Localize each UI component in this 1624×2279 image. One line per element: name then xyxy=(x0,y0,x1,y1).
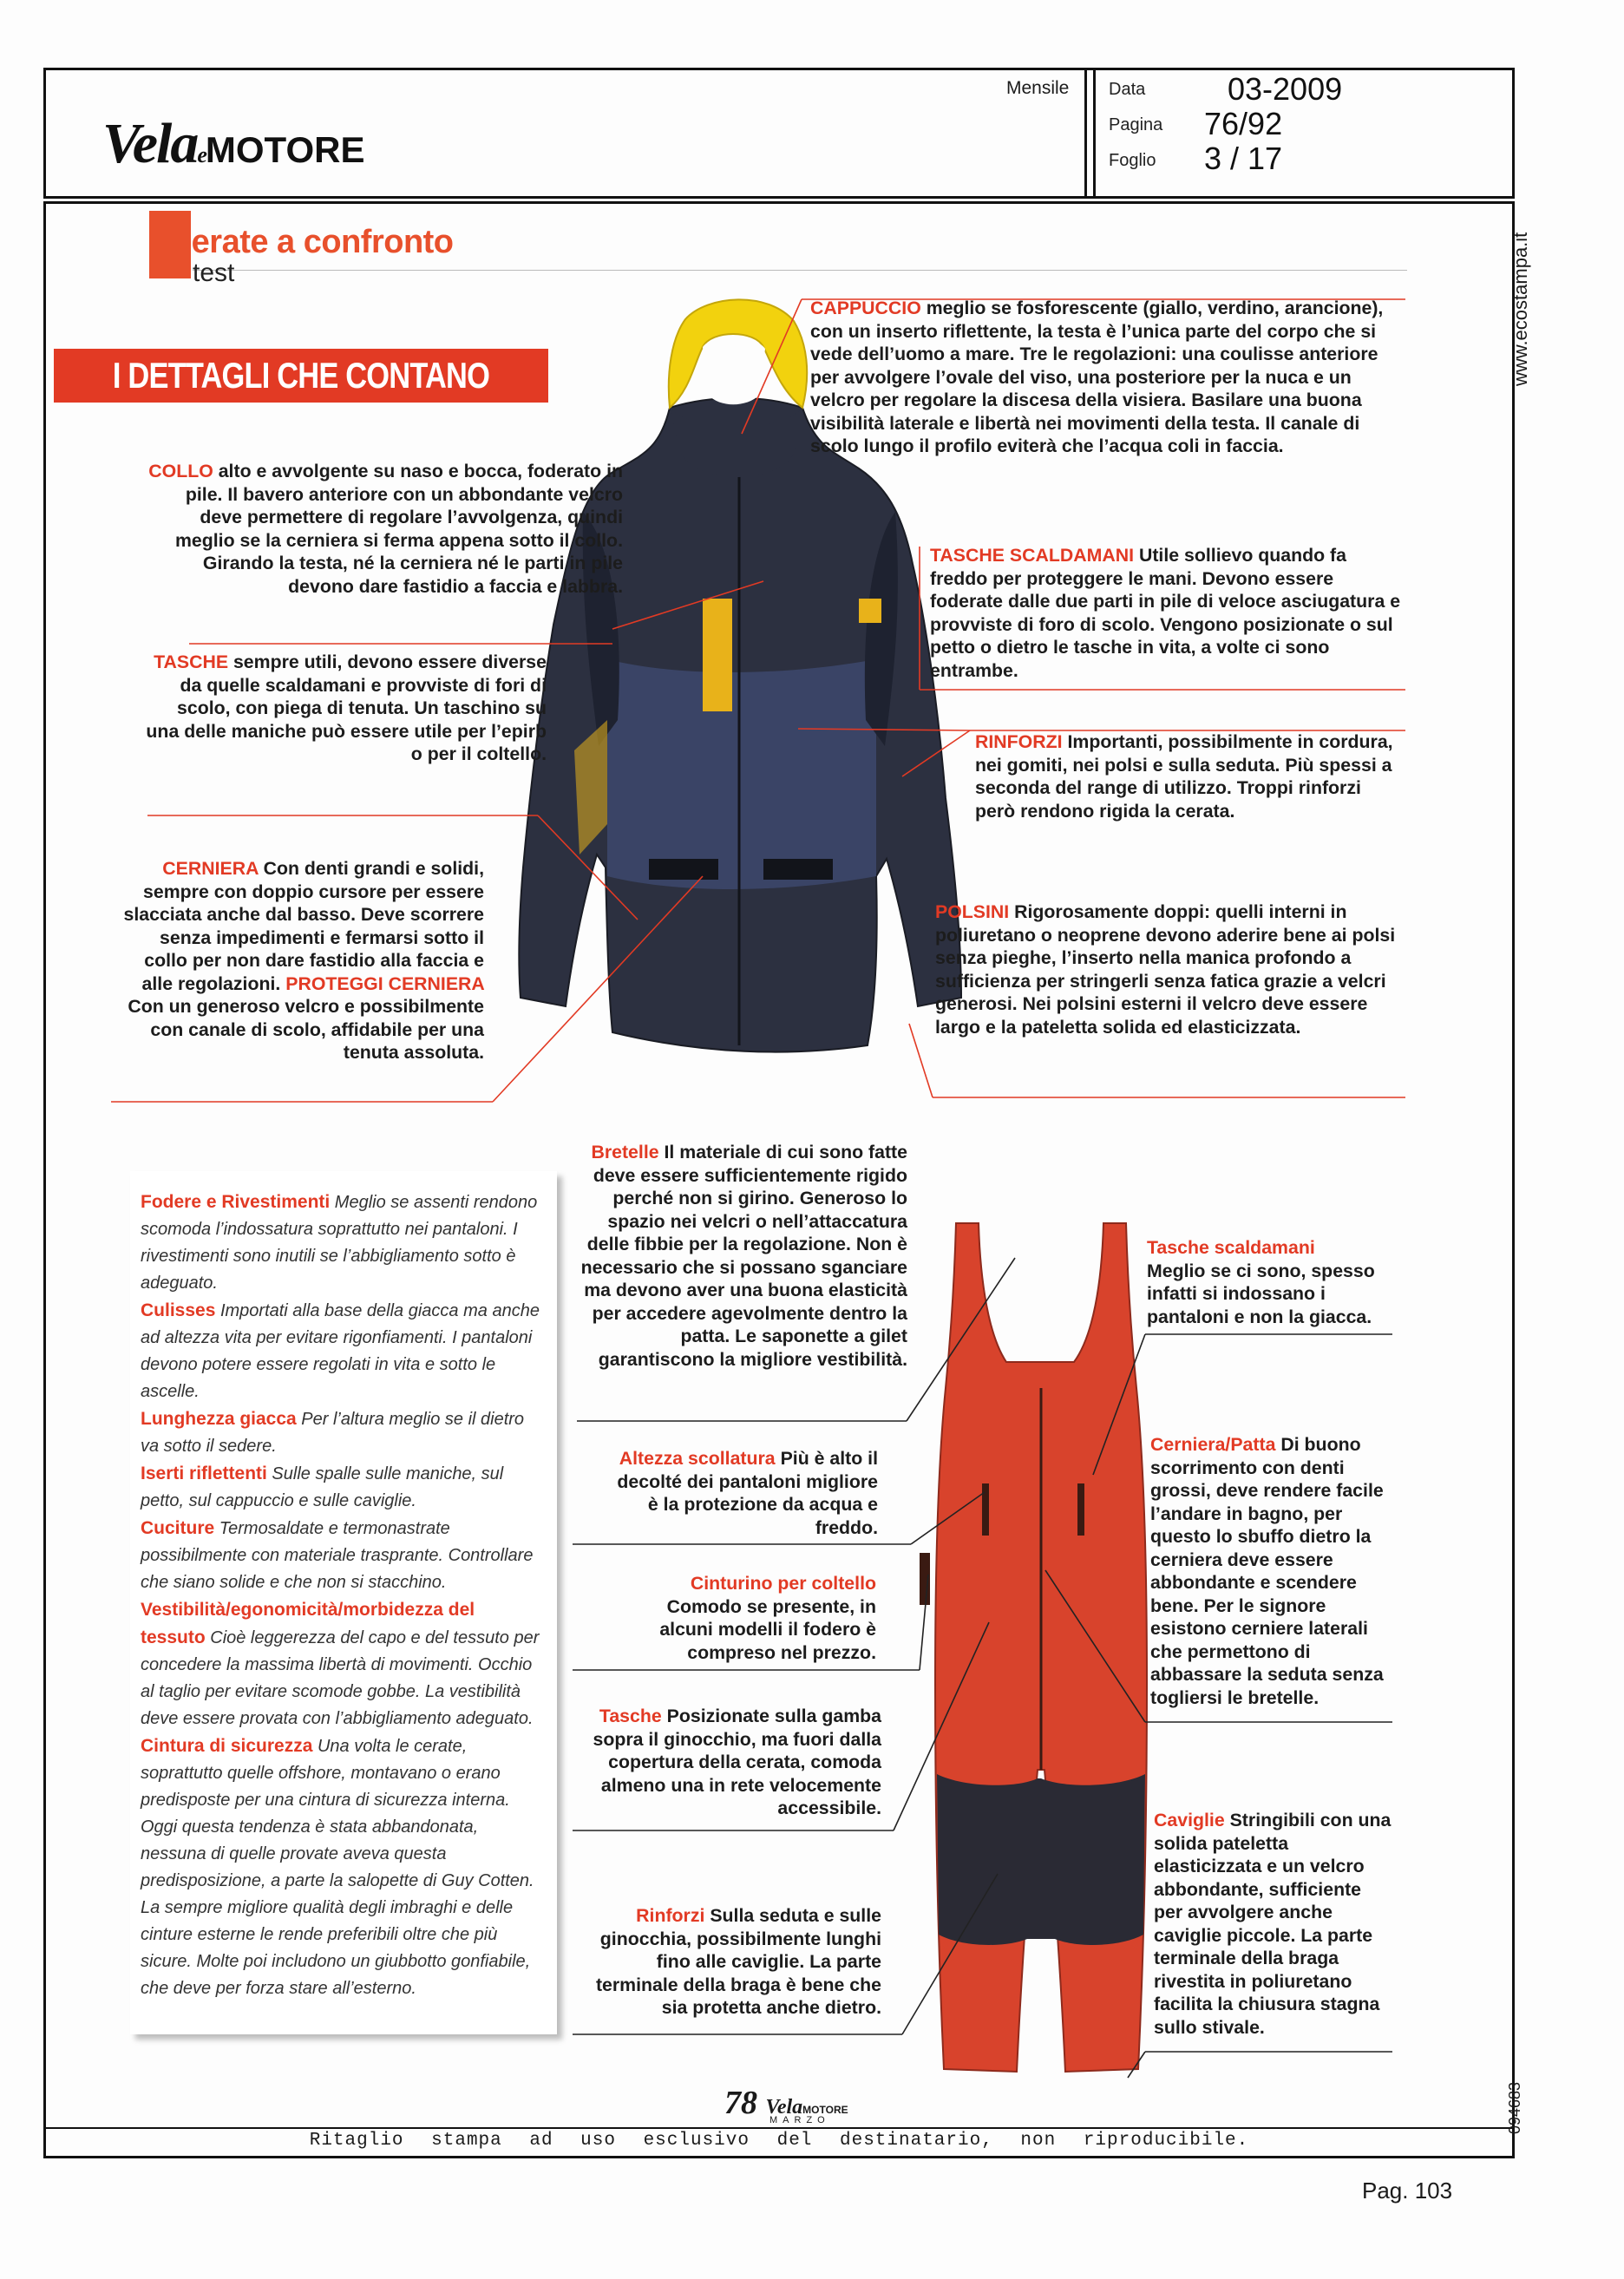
caviglie-note: Caviglie Stringibili con una solida pateletta elasticizzata e un velcro abbondante, sufficiente per avvolgere anche caviglie piccole. La parte terminale della braga rivestita in poliuretano facilita la chiusura stagna sullo stivale. xyxy=(1154,1810,1392,2038)
cinturino-note: Cinturino per coltello Comodo se presente, in alcuni modelli il fodero è compreso nel prezzo. xyxy=(659,1573,876,1663)
tasche-note: TASCHE sempre utili, devono essere diverse da quelle scaldamani e provviste di fori di scolo, con piega di tenuta. Un taschino su una delle maniche può essere utile per l’epirb o per il coltello. xyxy=(146,652,547,764)
meta-value-date: 03-2009 xyxy=(1228,71,1343,107)
section-subtitle: test xyxy=(193,259,235,287)
page-number: Pag. 103 xyxy=(1362,2177,1453,2204)
rinforzi-note: RINFORZI Importanti, possibilmente in cordura, nei gomiti, nei polsi e sulla seduta. Più spessi a seconda del range di utilizzo. Troppi rinforzi però rendono rigida la cerata. xyxy=(975,731,1393,822)
cerniera-note: CERNIERA Con denti grandi e solidi, sempre con doppio cursore per essere slacciata anche dal basso. Deve scorrere senza impedimenti e fermarsi sotto il collo per non dare fastidio alla faccia e alle regolazioni. PROTEGGI CERNIERA Con un generoso velcro e possibilmente con canale di scolo, affidabile per una tenuta assoluta. xyxy=(123,858,484,1063)
publication-logo: VelaeMOTORE xyxy=(102,112,365,175)
footer-page-logo: 78 VelaMOTORE MARZO xyxy=(724,2085,848,2125)
ecostampa-watermark: www.ecostampa.it xyxy=(1509,232,1531,386)
article-banner: I DETTAGLI CHE CONTANO xyxy=(54,349,548,403)
clip-note: Ritaglio stampa ad uso esclusivo del destinatario, non riproducibile. xyxy=(309,2131,1249,2151)
meta-label-page: Pagina xyxy=(1109,115,1163,134)
frequency-label: Mensile xyxy=(1006,78,1070,98)
rinforzi-trousers-note: Rinforzi Sulla seduta e sulle ginocchia, possibilmente lunghi fino alle caviglie. La parte terminale della braga è bene che sia protetta anche dietro. xyxy=(595,1905,881,2018)
meta-value-page: 76/92 xyxy=(1204,106,1283,141)
bretelle-note: Bretelle Il materiale di cui sono fatte deve essere sufficientemente rigido perché non si girino. Generoso lo spazio nei velcri o nell’attaccatura delle fibbie per la regolazione. Non è necessario che si possano sganciare ma devono aver una buona elasticità per accedere agevolmente dentro la patta. Le saponette a gilet garantiscono la migliore vestibilità. xyxy=(580,1142,907,1370)
cappuccio-note: CAPPUCCIO meglio se fosforescente (giallo, verdino, arancione), con un inserto riflettente, la testa è l’unica parte del corpo che si vede dell’uomo a mare. Tre le regolazioni: una coulisse anteriore per avvolgere l’ovale del viso, una posteriore per la nuca e un velcro per regolare la discesa della visiera. Basilare una buona visibilità laterale e libertà nei movimenti della testa. Il canale di scolo lungo il profilo eviterà che l’acqua coli in faccia. xyxy=(810,298,1384,456)
tasche-trousers-note: Tasche Posizionate sulla gamba sopra il ginocchio, ma fuori dalla copertura della cerata, comoda almeno una in rete velocemente accessibile. xyxy=(593,1706,881,1818)
meta-value-sheet: 3 / 17 xyxy=(1204,141,1283,176)
altezza-scollatura-note: Altezza scollatura Più è alto il decolté dei pantaloni migliore è la protezione da acqua e freddo. xyxy=(617,1448,878,1538)
collo-note: COLLO alto e avvolgente su naso e bocca, foderato in pile. Il bavero anteriore con un abbondante velcro deve permettere di regolare l’avvolgenza, quindi meglio se la cerniera si ferma appena sotto il collo. Girando la testa, né la cerniera né le parti in pile devono dare fastidio a faccia e labbra. xyxy=(148,461,623,597)
cerniera-patta-note: Cerniera/Patta Di buono scorrimento con denti grossi, deve rendere facile l’andare in bagno, per questo lo sbuffo dietro la cerniera deve essere abbondante e scendere bene. Per le signore esistono cerniere laterali che permettono di abbassare la seduta senza togliersi le bretelle. xyxy=(1150,1434,1384,1708)
meta-label-date: Data xyxy=(1109,80,1146,99)
meta-label-sheet: Foglio xyxy=(1109,151,1156,170)
sidebar-text: Fodere e Rivestimenti Meglio se assenti rendono scomoda l’indossatura soprattutto nei pantaloni. I rivestimenti sono inutili se l’abbigliamento sotto è adeguato. Culisses Importati alla base della giacca ma anche ad altezza vita per evitare rigonfiamenti. I pantaloni devono potere essere regolati in vita e sotto le ascelle. Lunghezza giacca Per l’altura meglio se il dietro va sotto il sedere. Iserti riflettenti Sulle spalle sulle maniche, sul petto, sul cappuccio e sulle caviglie. Cuciture Termosaldate e termonastrate possibilmente con materiale trasprante. Controllare che siano solide e che non si stacchino. Vestibilità/egonomicità/morbidezza del tessuto Cioè leggerezza del capo e del tessuto per concedere la massima libertà di movimenti. Occhio al taglio per evitare scomode gobbe. La vestibilità deve essere provata con l’abbigliamento adeguato. Cintura di sicurezza Una volta le cerate, soprattutto quelle offshore, montavano o erano predisposte per una cintura di sicurezza interna. Oggi questa tendenza è stata abbandonata, nessuna di quelle provate aveva questa predisposizione, a parte la salopette di Guy Cotten. La sempre migliore qualità degli imbraghi e delle cinture esterne le rende preferibili oltre che più sicure. Molte poi includono un giubbotto gonfiabile, che deve per forza stare all’esterno. xyxy=(141,1192,540,1998)
section-title: cerate a confronto xyxy=(174,224,454,260)
tasche-scaldamani-trousers-note: Tasche scaldamani Meglio se ci sono, spesso infatti si indossano i pantaloni e non la giacca. xyxy=(1147,1237,1375,1327)
tasche-scaldamani-note: TASCHE SCALDAMANI Utile sollievo quando fa freddo per proteggere le mani. Devono essere foderate dalle due parti in pile di veloce asciugatura e provviste di foro di scolo. Vengono posizionate o sul petto o dietro le tasche in vita, a volte ci sono entrambe. xyxy=(930,545,1401,681)
polsini-note: POLSINI Rigorosamente doppi: quelli interni in poliuretano o neoprene devono aderire bene ai polsi senza pieghe, l’inserto nella manica profondo a sufficienza per stringerli senza fatica grazie a velcri generosi. Nei polsini esterni il velcro deve essere largo e la pateletta solida ed elasticizzata. xyxy=(935,901,1396,1038)
